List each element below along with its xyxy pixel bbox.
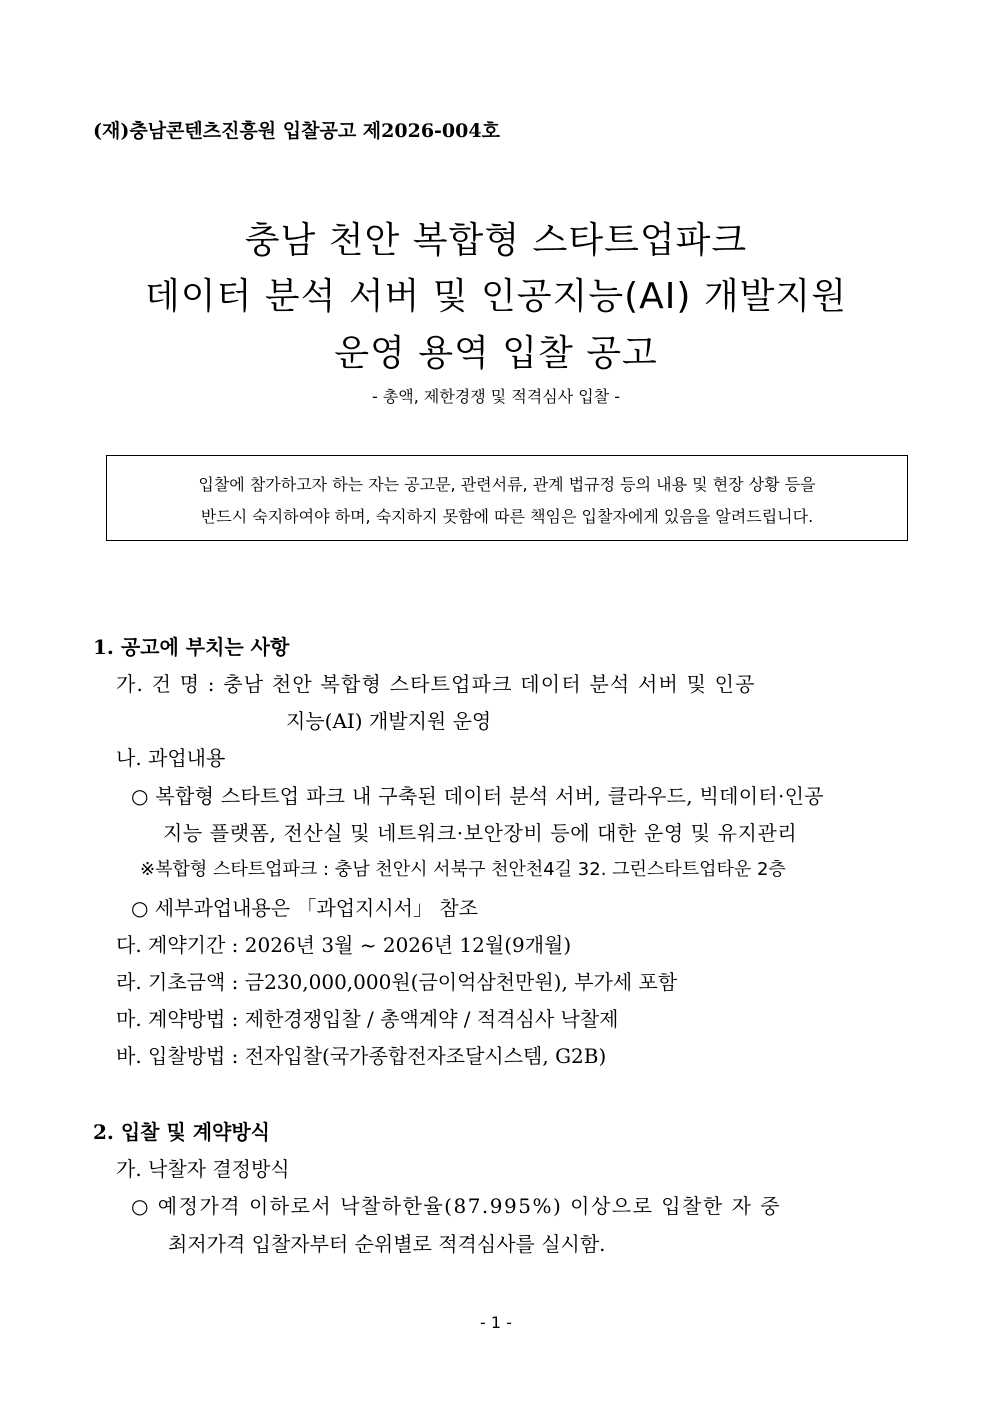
page-number: - 1 - — [480, 1313, 512, 1332]
section-1-na-bullet-2: ○ 세부과업내용은 「과업지시서」 참조 — [131, 896, 479, 920]
notice-box-line-2: 반드시 숙지하여야 하며, 숙지하지 못함에 따른 책임은 입찰자에게 있음을 알려드립니다. — [200, 507, 814, 526]
section-1-item-ra: 라. 기초금액 : 금230,000,000원(금이억삼천만원), 부가세 포함 — [116, 970, 678, 994]
page-title-line-1: 충남 천안 복합형 스타트업파크 — [244, 220, 748, 261]
section-1-na-bullet-1: ○ 복합형 스타트업 파크 내 구축된 데이터 분석 서버, 클라우드, 빅데이터·인공 — [131, 784, 824, 808]
section-1-na-note: ※복합형 스타트업파크 : 충남 천안시 서북구 천안천4길 32. 그린스타트업타운 2층 — [140, 859, 786, 880]
section-1-na-bullet-1-continued: 지능 플랫폼, 전산실 및 네트워크·보안장비 등에 대한 운영 및 유지관리 — [163, 821, 798, 845]
section-1-heading: 1. 공고에 부치는 사항 — [93, 635, 290, 659]
section-2-ga-bullet-1: ○ 예정가격 이하로서 낙찰하한율(87.995%) 이상으로 입찰한 자 중 — [131, 1194, 782, 1218]
section-1-item-ma: 마. 계약방법 : 제한경쟁입찰 / 총액계약 / 적격심사 낙찰제 — [116, 1007, 619, 1031]
section-1-item-na: 나. 과업내용 — [116, 746, 226, 770]
page-title-line-2: 데이터 분석 서버 및 인공지능(AI) 개발지원 — [145, 276, 847, 317]
section-1-item-ba: 바. 입찰방법 : 전자입찰(국가종합전자조달시스템, G2B) — [116, 1044, 607, 1068]
section-2-ga-bullet-1-continued: 최저가격 입찰자부터 순위별로 적격심사를 실시함. — [168, 1232, 606, 1256]
notice-box — [106, 455, 908, 541]
notice-box-line-1: 입찰에 참가하고자 하는 자는 공고문, 관련서류, 관계 법규정 등의 내용 및 현장 상황 등을 — [198, 475, 816, 494]
notice-number: (재)충남콘텐츠진흥원 입찰공고 제2026-004호 — [93, 120, 500, 142]
page-subtitle: - 총액, 제한경쟁 및 적격심사 입찰 - — [371, 387, 621, 406]
section-1-item-ga-continued: 지능(AI) 개발지원 운영 — [286, 709, 492, 733]
section-1-item-da: 다. 계약기간 : 2026년 3월 ~ 2026년 12월(9개월) — [116, 933, 572, 957]
page-title-line-3: 운영 용역 입찰 공고 — [334, 333, 658, 374]
section-2-heading: 2. 입찰 및 계약방식 — [93, 1120, 271, 1144]
section-2-item-ga: 가. 낙찰자 결정방식 — [116, 1157, 290, 1181]
section-1-item-ga: 가. 건 명 : 충남 천안 복합형 스타트업파크 데이터 분석 서버 및 인공 — [116, 672, 756, 696]
